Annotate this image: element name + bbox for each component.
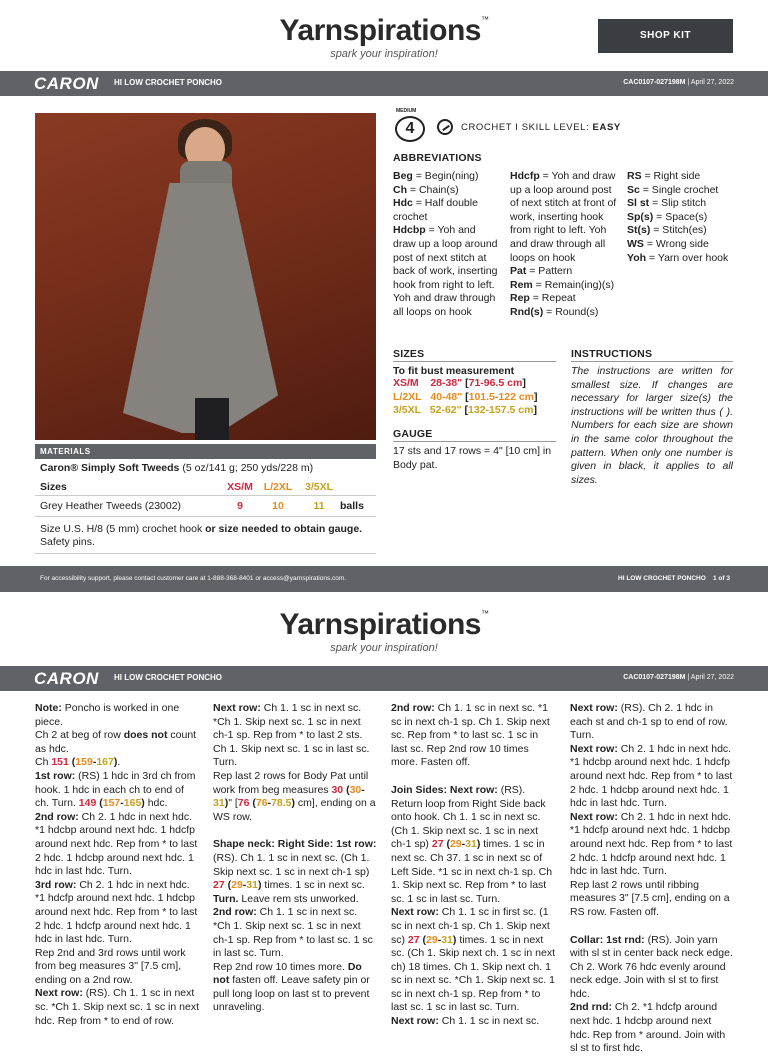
instructions-column-3: 2nd row: Ch 1. 1 sc in next sc. *1 sc in next ch-1 sp. Ch 1. Skip next sc. Rep from * to last sc. 1 sc in last sc. Rep 2nd row 10 times more. Fasten off. Join Sides: Next row: (RS). Return loop from Right Side back onto hook. Ch 1. 1 sc in next sc. (Ch 1. Skip next sc. 1 sc in next ch-1 sp) 27 (29-31) times. 1 sc in next sc. Ch 37. 1 sc in next sc of Left Side. *1 sc in next ch-1 sp. Ch 1. Skip next sc. Rep from * to last sc. 1 sc in last sc. Turn. Next row: Ch 1. 1 sc in first sc. (1 sc in next ch-1 sp. Ch 1. Skip next sc) 27 (29-31) times. 1 sc in next sc. (Ch 1. Skip next ch. 1 sc in next ch) 18 times. Ch 1. Skip next ch. 1 sc in next sc. *Ch 1. Skip next sc. 1 sc in next ch-1 sp. Rep from * to last sc. 1 sc in last sc. Turn. Next row: Ch 1. 1 sc in next sc. [391,702,555,1028]
abbreviation-item: Yoh = Yarn over hook [627,251,729,264]
abbreviation-item: Sl st = Slip stitch [627,197,707,210]
sizes-header-row: Sizes XS/M L/2XL 3/5XL [40,480,333,493]
yarn-line: Caron® Simply Soft Tweeds (5 oz/141 g; 250 yds/228 m) [40,462,314,474]
skill-level-row [393,108,621,142]
skill-level-text: CROCHET I SKILL LEVEL: EASY [461,121,621,133]
abbreviation-item: Sc = Single crochet [627,183,719,196]
abbreviation-item: St(s) = Stitch(es) [627,224,707,237]
size-row-l2xl: L/2XL 40-48" [101.5-122 cm] [393,390,538,403]
photo-poncho [123,183,278,433]
size-row-35xl: 3/5XL 52-62" [132-157.5 cm] [393,404,537,417]
abbreviation-item: Hdcfp = Yoh and draw up a loop around post of next stitch at front of work, inserting hook from right to left. Yoh and draw through all loops on hook [510,170,617,264]
abbreviation-item: Beg = Begin(ning) [393,170,479,182]
instructions-heading: INSTRUCTIONS [571,348,733,362]
header-bar [0,71,768,96]
header-bar-2 [0,666,768,691]
pattern-title-2: HI LOW CROCHET PONCHO [114,673,222,682]
model-photo [35,113,376,440]
abbreviation-item: Pat = Pattern [510,265,573,278]
abbreviation-item: RS = Right side [627,170,701,182]
pattern-code-2: CAC0107-027198M | April 27, 2022 [623,674,734,681]
yarn-quantity-row: Grey Heather Tweeds (23002) 9 10 11 balls [35,495,376,517]
sizes-heading: SIZES [393,348,556,362]
gauge-heading: GAUGE [393,428,556,442]
abbreviation-item: Hdc = Half double crochet [393,197,478,223]
abbreviations-column-3 [627,170,735,265]
tagline: spark your inspiration! [330,48,438,60]
abbreviation-item: Ch = Chain(s) [393,183,459,196]
page-2 [0,592,768,1055]
abbreviations-heading: ABBREVIATIONS [393,152,482,164]
sizes-subheading: To fit bust measurement [393,365,515,377]
size-row-xsm: XS/M 28-38" [71-96.5 cm] [393,377,526,389]
materials-heading: MATERIALS [35,444,376,459]
instructions-column-1: Note: Poncho is worked in one piece. Ch 2 at beg of row does not count as hdc. Ch 151 (159-167). 1st row: (RS) 1 hdc in 3rd ch from hook. 1 hdc in each ch to end of ch. Turn. 149 (157-165) hdc. 2nd row: Ch 2. 1 hdc in next hdc. *1 hdcbp around next hdc. 1 hdcfp around next hdc. Rep from * to last 2 hdc. 1 hdcbp around next hdc. 1 hdc in last hdc. Turn. 3rd row: Ch 2. 1 hdc in next hdc. *1 hdcfp around next hdc. 1 hdcbp around next hdc. Rep from * to last 2 hdc. 1 hdcfp around next hdc. 1 hdc in last hdc. Turn. Rep 2nd and 3rd rows until work from beg measures 3" [7.5 cm], ending on a 2nd row. Next row: (RS). Ch 1. 1 sc in next sc. *Ch 1. Skip next sc. 1 sc in next hdc. Rep from * to end of row. [35,702,199,1027]
page-number: HI LOW CROCHET PONCHO 1 of 3 [618,575,730,582]
tagline-2: spark your inspiration! [330,642,438,654]
abbreviation-item: Rem = Remain(ing)(s) [510,278,615,291]
yarnspirations-logo-2: Yarnspirations™ [279,608,489,641]
instructions-section [571,348,733,487]
abbreviations-column-2 [510,170,620,320]
abbreviation-item: Hdcbp = Yoh and draw up a loop around post of next stitch at back of work, inserting hook from right to left. Yoh and draw through all loops on hook [393,224,498,318]
yarnspirations-logo: Yarnspirations™ [279,14,489,47]
hook-and-pins: Size U.S. H/8 (5 mm) crochet hook or size needed to obtain gauge. Safety pins. [35,520,376,554]
abbreviation-item: Rep = Repeat [510,292,576,305]
photo-legs [195,398,229,440]
materials-table [35,444,376,554]
instructions-text: The instructions are written for smallest size. If changes are necessary for larger size(s) the instructions will be written thus ( ). Numbers for each size are shown in the same color throughout the pattern. When only one number is given in black, it applies to all sizes. [571,365,733,486]
gauge-section [393,428,556,472]
pattern-title: HI LOW CROCHET PONCHO [114,78,222,87]
abbreviations-column-1 [393,170,501,320]
yarn-weight-icon: MEDIUM 4 [393,112,427,142]
abbreviation-item: Rnd(s) = Round(s) [510,305,599,318]
crochet-hook-icon [437,119,453,135]
pattern-code: CAC0107-027198M | April 27, 2022 [623,79,734,86]
brand-logo-block-2 [0,610,768,654]
accessibility-note: For accessibility support, please contact customer care at 1-888-368-8401 or access@yarnspirations.com. [40,575,347,582]
page-footer [0,566,768,592]
instructions-column-4: Next row: (RS). Ch 2. 1 hdc in each st and ch-1 sp to end of row. Turn. Next row: Ch 2. 1 hdc in next hdc. *1 hdcbp around next hdc. 1 hdcfp around next hdc. Rep from * to last 2 hdc. 1 hdcbp around next hdc. 1 hdc in last hdc. Turn. Next row: Ch 2. 1 hdc in next hdc. *1 hdcfp around next hdc. 1 hdcbp around next hdc. Rep from * to last 2 hdc. 1 hdcfp around next hdc. 1 hdc in last hdc. Turn. Rep last 2 rows until ribbing measures 3" [7.5 cm], ending on a RS row. Fasten off. Collar: 1st rnd: (RS). Join yarn with sl st in center back neck edge. Ch 2. Work 76 hdc evenly around neck edge. Join with sl st to first hdc. 2nd rnd: Ch 2. *1 hdcfp around next hdc. 1 hdcbp around next hdc. Rep from * around. Join with sl st to first hdc. [570,702,733,1055]
instructions-column-2: Next row: Ch 1. 1 sc in next sc. *Ch 1. Skip next sc. 1 sc in next ch-1 sp. Rep from * to last 2 sts. Ch 1. Skip next sc. 1 sc in last sc. Turn. Rep last 2 rows for Body Pat until work from beg measures 30 (30-31)" [76 (76-78.5) cm], ending on a WS row. Shape neck: Right Side: 1st row: (RS). Ch 1. 1 sc in next sc. (Ch 1. Skip next sc. 1 sc in next ch-1 sp) 27 (29-31) times. 1 sc in next sc. Turn. Leave rem sts unworked. 2nd row: Ch 1. 1 sc in next sc. *Ch 1. Skip next sc. 1 sc in next ch-1 sp. Rep from * to last sc. 1 sc in last sc. Turn. Rep 2nd row 10 times more. Do not fasten off. Leave safety pin or pull long loop on last st to prevent unraveling. [213,702,377,1014]
shop-kit-button[interactable]: SHOP KIT [598,19,733,53]
caron-logo-2: CARON [34,669,99,688]
abbreviation-item: WS = Wrong side [627,237,709,250]
caron-logo: CARON [34,74,99,93]
gauge-text: 17 sts and 17 rows = 4" [10 cm] in Body pat. [393,445,552,471]
abbreviation-item: Sp(s) = Space(s) [627,210,708,223]
sizes-section [393,348,556,418]
